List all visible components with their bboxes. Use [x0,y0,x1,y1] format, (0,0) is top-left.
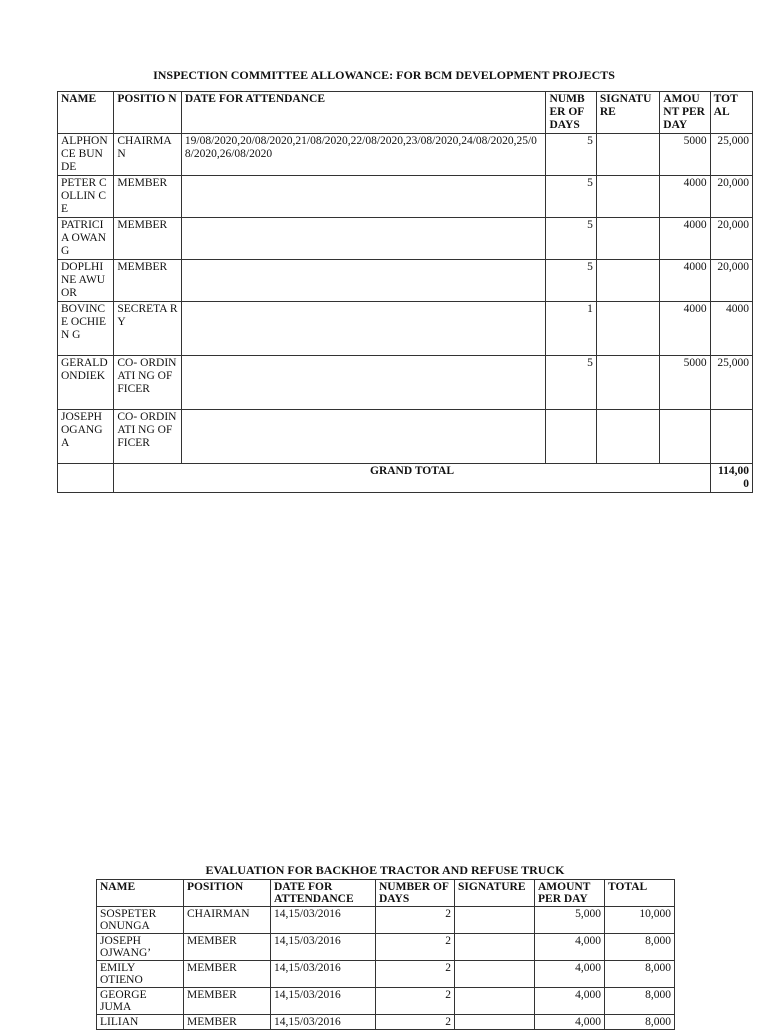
cell-position: SECRETA RY [114,302,181,356]
grand-total-value: 114,000 [710,464,752,493]
grand-total-label: GRAND TOTAL [114,464,710,493]
table-row [58,176,753,218]
column-header-days: NUMB ER OF DAYS [546,92,596,134]
cell-days: 2 [376,961,455,988]
cell-position: CO- ORDINATI NG OFFICER [114,356,181,410]
cell-signature [596,260,659,302]
cell-days [546,410,596,464]
cell-name: JOSEPH OGANG A [58,410,114,464]
cell-amount: 4000 [660,218,710,260]
cell-name: JOSEPH OJWANG’ [97,934,184,961]
cell-signature [596,410,659,464]
cell-amount [660,410,710,464]
cell-total: 25,000 [710,356,752,410]
grand-total-row [58,464,753,493]
table-row [58,302,753,356]
cell-signature [455,934,535,961]
table2-header-row [97,880,675,907]
cell-days: 5 [546,176,596,218]
cell-amount: 4,000 [535,988,605,1015]
cell-dates [181,176,546,218]
table2-body [97,907,675,1030]
cell-dates [181,218,546,260]
cell-total: 20,000 [710,218,752,260]
cell-total: 10,000 [605,907,675,934]
cell-dates: 14,15/03/2016 [271,934,376,961]
cell-position: MEMBER [184,934,271,961]
cell-total: 25,000 [710,134,752,176]
evaluation-allowance-table [96,879,675,1030]
grand-total-empty-cell [58,464,114,493]
table-row [97,907,675,934]
cell-amount: 4000 [660,302,710,356]
cell-total: 4000 [710,302,752,356]
cell-total: 8,000 [605,1015,675,1030]
cell-signature [455,961,535,988]
table-row [97,934,675,961]
cell-total: 8,000 [605,988,675,1015]
column-header-date: DATE FOR ATTENDANCE [271,880,376,907]
cell-position: MEMBER [114,218,181,260]
cell-days: 2 [376,988,455,1015]
cell-days: 1 [546,302,596,356]
cell-position: CO- ORDINATI NG OFFICER [114,410,181,464]
table2-title: EVALUATION FOR BACKHOE TRACTOR AND REFUSE TRUCK [205,863,565,877]
cell-days: 5 [546,260,596,302]
cell-signature [455,907,535,934]
cell-days: 5 [546,356,596,410]
cell-total: 20,000 [710,176,752,218]
cell-position: MEMBER [114,176,181,218]
table-row [58,260,753,302]
cell-signature [596,134,659,176]
cell-days: 2 [376,1015,455,1030]
cell-name: GERALD ONDIEK [58,356,114,410]
cell-signature [455,988,535,1015]
column-header-amount: AMOUNT PER DAY [535,880,605,907]
cell-dates [181,410,546,464]
cell-position: MEMBER [184,988,271,1015]
table-row [58,218,753,260]
column-header-total: TOTAL [605,880,675,907]
cell-name: LILIAN [97,1015,184,1030]
table-row [58,134,753,176]
cell-position: MEMBER [184,961,271,988]
column-header-name: NAME [97,880,184,907]
cell-position: CHAIRMAN [184,907,271,934]
cell-dates [181,260,546,302]
table1-title: INSPECTION COMMITTEE ALLOWANCE: FOR BCM DEVELOPMENT PROJECTS [153,68,615,82]
table-row [97,961,675,988]
cell-signature [596,356,659,410]
cell-amount: 4,000 [535,961,605,988]
column-header-position: POSITIO N [114,92,181,134]
table-row [97,1015,675,1030]
cell-days: 5 [546,134,596,176]
table1-header [58,92,753,134]
cell-dates [181,302,546,356]
cell-name: PATRICI A OWANG [58,218,114,260]
cell-days: 2 [376,907,455,934]
cell-dates: 14,15/03/2016 [271,907,376,934]
table-row [58,356,753,410]
cell-amount: 4000 [660,260,710,302]
cell-name: DOPLHI NE AWUOR [58,260,114,302]
cell-amount: 5000 [660,134,710,176]
cell-name: PETER COLLIN CE [58,176,114,218]
column-header-signature: SIGNATURE [455,880,535,907]
cell-name: SOSPETER ONUNGA [97,907,184,934]
cell-days: 2 [376,934,455,961]
cell-name: EMILY OTIENO [97,961,184,988]
table-row [58,410,753,464]
cell-total: 20,000 [710,260,752,302]
table2-header [97,880,675,907]
cell-signature [455,1015,535,1030]
column-header-amount: AMOU NT PER DAY [660,92,710,134]
cell-amount: 5000 [660,356,710,410]
cell-signature [596,176,659,218]
column-header-days: NUMBER OF DAYS [376,880,455,907]
cell-position: MEMBER [184,1015,271,1030]
cell-amount: 5,000 [535,907,605,934]
cell-amount: 4000 [660,176,710,218]
cell-name: ALPHON CE BUNDE [58,134,114,176]
cell-position: MEMBER [114,260,181,302]
cell-total [710,410,752,464]
cell-days: 5 [546,218,596,260]
cell-name: GEORGE JUMA [97,988,184,1015]
column-header-date: DATE FOR ATTENDANCE [181,92,546,134]
cell-amount: 4,000 [535,1015,605,1030]
cell-dates: 14,15/03/2016 [271,988,376,1015]
table-row [97,988,675,1015]
cell-dates: 14,15/03/2016 [271,1015,376,1030]
cell-total: 8,000 [605,934,675,961]
table1-body [58,134,753,464]
cell-dates: 14,15/03/2016 [271,961,376,988]
column-header-total: TOT AL [710,92,752,134]
cell-signature [596,218,659,260]
cell-amount: 4,000 [535,934,605,961]
table1-header-row [58,92,753,134]
column-header-name: NAME [58,92,114,134]
column-header-signature: SIGNATU RE [596,92,659,134]
cell-signature [596,302,659,356]
cell-position: CHAIRMA N [114,134,181,176]
inspection-allowance-table [57,91,753,493]
cell-total: 8,000 [605,961,675,988]
cell-dates [181,356,546,410]
column-header-position: POSITION [184,880,271,907]
cell-name: BOVINC E OCHIEN G [58,302,114,356]
cell-dates: 19/08/2020,20/08/2020,21/08/2020,22/08/2020,23/08/2020,24/08/2020,25/08/2020,26/08/2020 [181,134,546,176]
